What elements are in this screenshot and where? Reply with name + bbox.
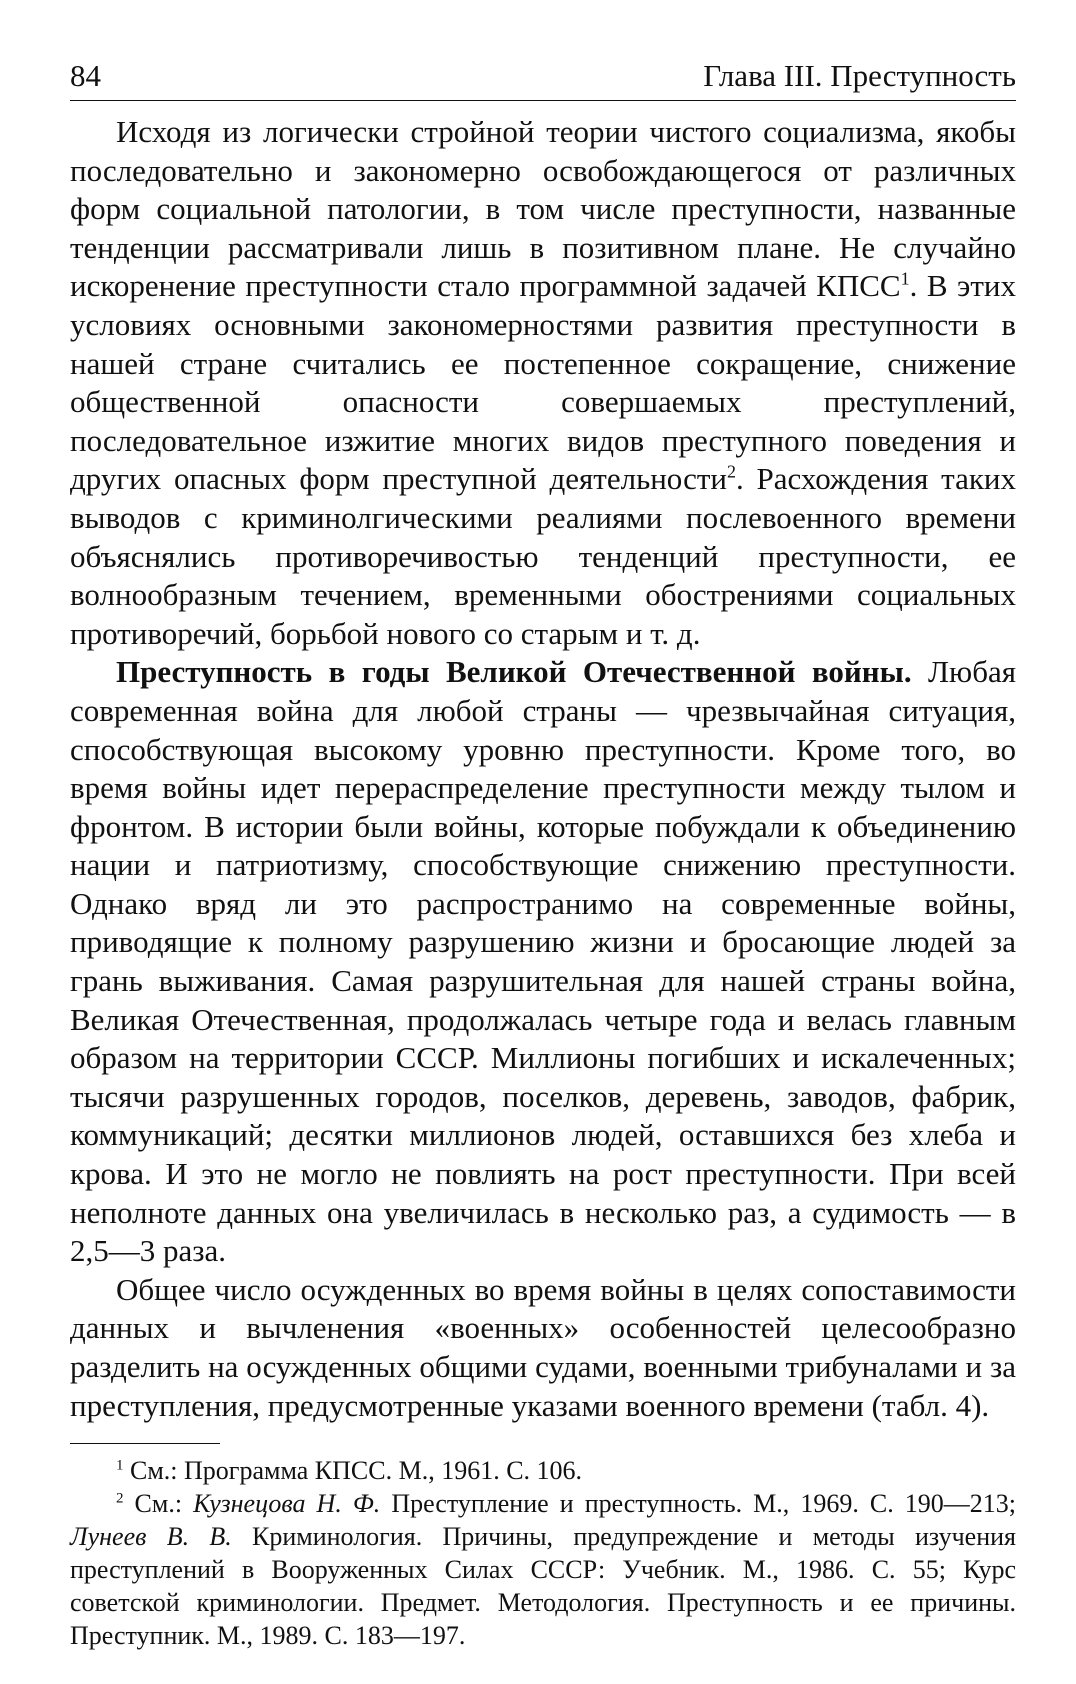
paragraph-2-text: Любая современная война для любой страны — чрезвычайная ситуация, способствующая высокому уровню преступности. Кроме того, во время войны идет перераспределение преступности между тылом и фронтом. В истории были войны, которые побуждали к объединению нации и патриотизму, способствующие снижению преступности. Однако вряд ли это распространимо на современные войны, приводящие к полному разрушению жизни и бросающие людей за грань выживания. Самая разрушительная для нашей страны война, Великая Отечественная, продолжалась четыре года и велась главным образом на территории СССР. Миллионы погибших и искалеченных; тысячи разрушенных городов, поселков, деревень, заводов, фабрик, коммуникаций; десятки миллионов людей, оставшихся без хлеба и крова. И это не могло не повлиять на рост преступности. При всей неполноте данных она увеличилась в несколько раз, а судимость — в 2,5—3 раза. [70,654,1016,1269]
footnote-ref-1: 1 [900,269,910,290]
footnote-ref-2: 2 [726,462,736,483]
footnote-1 [70,1454,1016,1487]
paragraph-2 [70,653,1016,1271]
footnote-1-mark: 1 [116,1457,124,1474]
paragraph-1 [70,113,1016,653]
body-text [70,113,1016,1425]
footnote-2-lead: См.: [123,1489,194,1519]
footnote-2-text-1: Преступление и преступность. М., 1969. С. 190—213; [380,1489,1016,1519]
paragraph-1-part-2: . В этих условиях основными закономерностями развития преступности в нашей стране считались ее постепенное сокращение, снижение общественной опасности совершаемых преступлений, последовательное изжитие многих видов преступного поведения и других опасных форм преступной деятельности [70,268,1016,497]
footnotes [70,1454,1016,1652]
section-run-in-heading: Преступность в годы Великой Отечественной войны. [116,654,912,690]
footnote-2-author-2: Лунеев В. В. [70,1522,232,1552]
footnote-2-text-2: Криминология. Причины, предупреждение и методы изучения преступлений в Вооруженных Силах СССР: Учебник. М., 1986. С. 55; Курс советской криминологии. Предмет. Методология. Преступность и ее причины. Преступник. М., 1989. С. 183—197. [70,1522,1016,1651]
running-head [70,56,1016,101]
chapter-title: Глава III. Преступность [703,58,1016,93]
footnote-2 [70,1487,1016,1652]
paragraph-3: Общее число осужденных во время войны в целях сопоставимости данных и вычленения «военных» особенностей целесообразно разделить на осужденных общими судами, военными трибуналами и за преступления, предусмотренные указами военного времени (табл. 4). [70,1271,1016,1423]
footnote-2-mark: 2 [116,1490,124,1507]
footnote-2-author-1: Кузнецова Н. Ф. [193,1489,381,1519]
paragraph-1-part-3: . Расхождения таких выводов с криминолгическими реалиями послевоенного времени объяснялись противоречивостью тенденций преступности, ее волнообразным течением, временными обострениями социальных противоречий, борьбой нового со старым и т. д. [70,461,1017,651]
paragraph-1-part-1: Исходя из логически стройной теории чистого социализма, якобы последовательно и закономерно освобождающегося от различных форм социальной патологии, в том числе преступности, названные тенденции рассматривали лишь в позитивном плане. Не случайно искоренение преступности стало программной задачей КПСС [70,114,1016,304]
book-page [70,56,1016,1652]
footnote-divider [70,1443,220,1444]
page-number: 84 [70,58,101,93]
footnote-1-text: См.: Программа КПСС. М., 1961. С. 106. [123,1456,583,1486]
